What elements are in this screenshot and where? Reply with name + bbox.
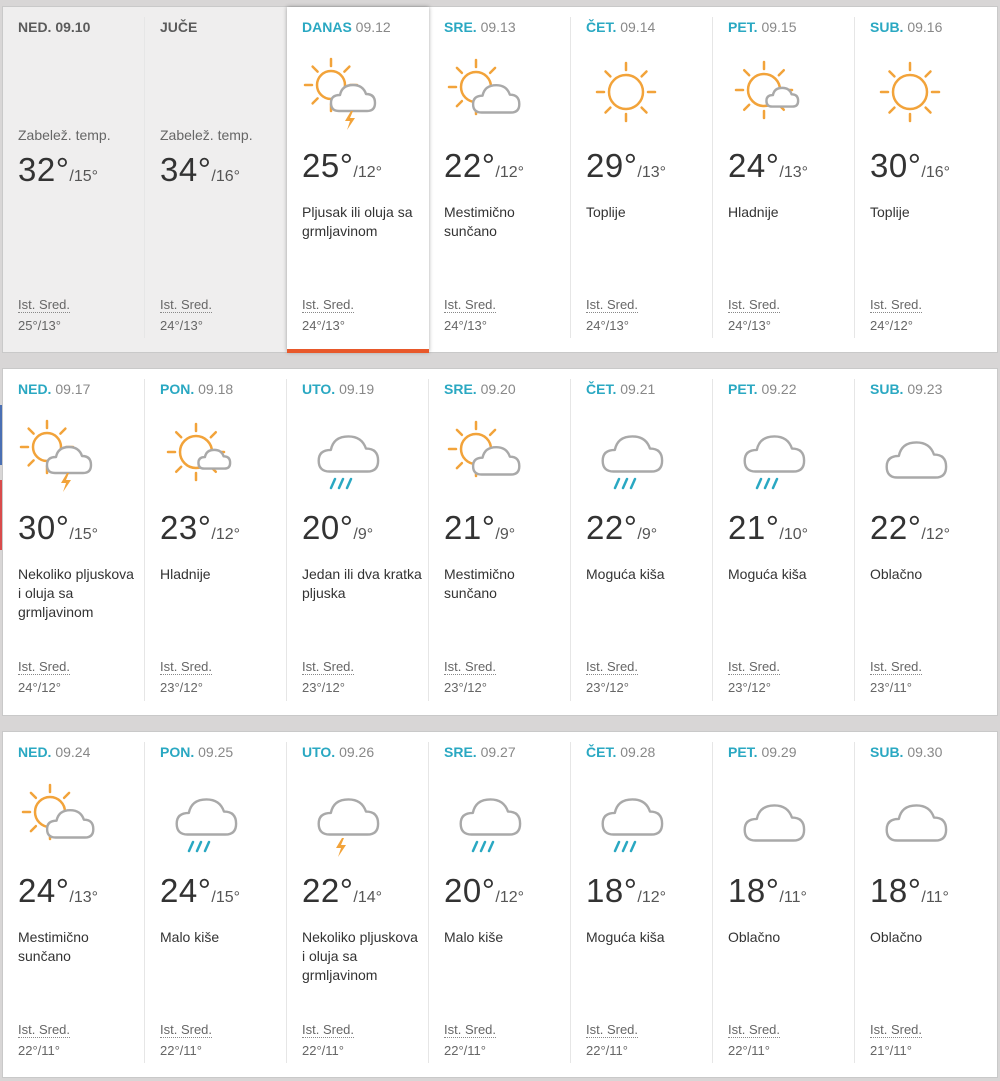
average-label[interactable]: Ist. Sred. [302,297,355,312]
average-label[interactable]: Ist. Sred. [728,659,781,674]
day-name: UTO. [302,744,336,760]
sun-cloud-lightning-icon [301,51,383,133]
day-name: ČET. [586,19,617,35]
day-name: ČET. [586,744,617,760]
average-values: 22°/11° [18,1043,60,1058]
cloud-icon [869,413,951,495]
condition-text: Nekoliko pljuskova i oluja sa grmljavinom [18,566,134,620]
sun-cloud-lightning-icon [17,413,99,495]
temperature [870,872,949,910]
temperature [160,872,240,910]
high-temp: 21° [728,509,780,546]
temperature [444,509,515,547]
low-temp: /16° [211,168,241,185]
day-name: UTO. [302,381,336,397]
average-label[interactable]: Ist. Sred. [728,297,781,312]
average-values: 24°/13° [586,318,629,333]
average-label[interactable]: Ist. Sred. [160,297,213,312]
average-values: 23°/11° [870,680,912,695]
day-header [18,381,145,398]
temperature [728,509,808,547]
day-header [586,19,713,36]
low-temp: /14° [353,889,383,906]
sun-small-cloud-icon [727,51,809,133]
historical-average [444,1019,496,1061]
condition-text: Mestimično sunčano [444,566,515,601]
day-name: ČET. [586,381,617,397]
temperature [18,872,98,910]
day-date: 09.25 [198,744,234,760]
average-values: 22°/11° [444,1043,486,1058]
day-header [586,744,713,761]
rain-cloud-icon [585,776,667,858]
day-card[interactable] [287,7,429,352]
historical-average [18,656,70,698]
day-card[interactable] [429,732,571,1077]
day-date: 09.10 [55,19,91,35]
low-temp: /12° [495,164,525,181]
historical-average [302,294,354,336]
day-name: PON. [160,381,195,397]
sun-cloud-icon [17,776,99,858]
day-name: SUB. [870,381,904,397]
day-date: 09.23 [907,381,943,397]
low-temp: /12° [211,526,241,543]
day-date: 09.17 [55,381,91,397]
recorded-temp-label: Zabelež. temp. [160,127,253,143]
low-temp: /13° [69,889,99,906]
condition-text: Moguća kiša [586,929,665,945]
average-values: 21°/11° [870,1043,912,1058]
low-temp: /12° [495,889,525,906]
cloud-icon [727,776,809,858]
low-temp: /12° [353,164,383,181]
average-label[interactable]: Ist. Sred. [870,659,923,674]
historical-average [160,294,212,336]
condition-text: Malo kiše [160,929,220,945]
day-date: 09.15 [761,19,797,35]
day-card[interactable] [3,369,145,715]
condition-text: Moguća kiša [728,566,807,582]
temperature [444,147,524,185]
high-temp: 32° [18,151,70,188]
average-label[interactable]: Ist. Sred. [444,297,497,312]
low-temp: /15° [69,526,99,543]
average-label[interactable]: Ist. Sred. [18,297,71,312]
historical-average [302,656,354,698]
day-name: DANAS [302,19,352,35]
average-values: 24°/12° [18,680,61,695]
average-label[interactable]: Ist. Sred. [728,1022,781,1037]
historical-average [586,656,638,698]
day-header [444,19,571,36]
day-card[interactable] [571,732,713,1077]
temperature [160,151,240,189]
high-temp: 21° [444,509,496,546]
average-label[interactable]: Ist. Sred. [444,659,497,674]
average-label[interactable]: Ist. Sred. [870,297,923,312]
average-values: 23°/12° [444,680,487,695]
condition-text: Oblačno [728,929,781,945]
day-date: 09.26 [339,744,375,760]
average-values: 22°/11° [728,1043,770,1058]
low-temp: /15° [69,168,99,185]
day-date: 09.28 [620,744,656,760]
day-card[interactable] [429,369,571,715]
recorded-temp-label: Zabelež. temp. [18,127,111,143]
day-name: NED. [18,19,52,35]
day-card[interactable] [571,369,713,715]
high-temp: 25° [302,147,354,184]
day-card[interactable] [287,732,429,1077]
high-temp: 24° [728,147,780,184]
day-name: PET. [728,19,758,35]
historical-average [870,1019,922,1061]
day-date: 09.22 [761,381,797,397]
historical-average [586,294,638,336]
day-header [870,744,997,761]
temperature [728,872,807,910]
day-header [870,381,997,398]
condition-text: Hladnije [160,566,211,582]
day-header [160,744,287,761]
high-temp: 29° [586,147,638,184]
historical-average [18,294,70,336]
low-temp: /13° [779,164,809,181]
day-header [444,744,571,761]
average-values: 22°/11° [160,1043,202,1058]
low-temp: /12° [637,889,667,906]
high-temp: 30° [18,509,70,546]
day-name: SUB. [870,19,904,35]
high-temp: 34° [160,151,212,188]
rain-cloud-icon [727,413,809,495]
cloud-lightning-icon [301,776,383,858]
historical-average [728,294,780,336]
week-row [2,731,998,1078]
day-card[interactable] [145,369,287,715]
condition-text: Mestimično sunčano [18,929,89,964]
average-values: 24°/13° [160,318,203,333]
average-values: 24°/13° [728,318,771,333]
day-name: SUB. [870,744,904,760]
temperature [586,509,657,547]
average-values: 25°/13° [18,318,61,333]
average-label[interactable]: Ist. Sred. [444,1022,497,1037]
average-label[interactable]: Ist. Sred. [586,297,639,312]
day-date: 09.27 [480,744,516,760]
historical-average [444,294,496,336]
low-temp: /11° [779,889,807,906]
high-temp: 22° [302,872,354,909]
average-label[interactable]: Ist. Sred. [302,659,355,674]
average-values: 24°/13° [444,318,487,333]
temperature [870,147,950,185]
historical-average [444,656,496,698]
high-temp: 24° [18,872,70,909]
day-name: PET. [728,381,758,397]
historical-average [870,656,922,698]
historical-average [728,1019,780,1061]
average-label[interactable]: Ist. Sred. [870,1022,923,1037]
temperature [444,872,524,910]
day-name: PET. [728,744,758,760]
rain-cloud-icon [585,413,667,495]
average-values: 22°/11° [302,1043,344,1058]
day-name: NED. [18,381,52,397]
day-date: 09.30 [907,744,943,760]
day-card[interactable] [855,369,997,715]
low-temp: /9° [637,526,658,543]
rain-cloud-icon [159,776,241,858]
historical-average [302,1019,354,1061]
high-temp: 18° [728,872,780,909]
average-values: 23°/12° [586,680,629,695]
condition-text: Oblačno [870,566,923,582]
average-label[interactable]: Ist. Sred. [586,659,639,674]
condition-text: Toplije [586,204,626,220]
condition-text: Pljusak ili oluja sa grmljavinom [302,204,413,239]
temperature [18,509,98,547]
historical-average [160,656,212,698]
condition-text: Hladnije [728,204,779,220]
low-temp: /13° [637,164,667,181]
low-temp: /11° [921,889,949,906]
day-header [160,381,287,398]
temperature [586,147,666,185]
low-temp: /15° [211,889,241,906]
temperature [160,509,240,547]
high-temp: 24° [160,872,212,909]
low-temp: /10° [779,526,809,543]
average-label[interactable]: Ist. Sred. [18,659,71,674]
historical-average [728,656,780,698]
sun-cloud-icon [443,413,525,495]
today-indicator-bar [287,349,429,353]
sun-small-cloud-icon [159,413,241,495]
condition-text: Mestimično sunčano [444,204,515,239]
condition-text: Nekoliko pljuskova i oluja sa grmljavinom [302,929,418,983]
high-temp: 18° [870,872,922,909]
average-values: 24°/12° [870,318,913,333]
day-date: 09.13 [480,19,516,35]
temperature [586,872,666,910]
day-header [728,381,855,398]
day-header [444,381,571,398]
average-values: 23°/12° [302,680,345,695]
historical-average [586,1019,638,1061]
rain-cloud-icon [301,413,383,495]
day-header [586,381,713,398]
sun-icon [869,51,951,133]
average-label[interactable]: Ist. Sred. [160,1022,213,1037]
day-date: 09.18 [198,381,234,397]
average-label[interactable]: Ist. Sred. [302,1022,355,1037]
temperature [302,872,382,910]
day-card[interactable] [145,732,287,1077]
historical-average [160,1019,212,1061]
temperature [302,147,382,185]
day-date: 09.21 [620,381,656,397]
high-temp: 18° [586,872,638,909]
high-temp: 30° [870,147,922,184]
day-header [728,744,855,761]
day-date: 09.19 [339,381,375,397]
high-temp: 23° [160,509,212,546]
condition-text: Toplije [870,204,910,220]
day-header [302,19,429,36]
condition-text: Oblačno [870,929,923,945]
historical-average [870,294,922,336]
sun-cloud-icon [443,51,525,133]
day-date: 09.29 [761,744,797,760]
day-card[interactable] [3,7,145,352]
week-row [2,6,998,353]
day-header [302,381,429,398]
cloud-icon [869,776,951,858]
sun-icon [585,51,667,133]
temperature [870,509,950,547]
high-temp: 22° [444,147,496,184]
day-header [870,19,997,36]
temperature [18,151,98,189]
average-label[interactable]: Ist. Sred. [160,659,213,674]
low-temp: /9° [495,526,516,543]
day-name: SRE. [444,381,477,397]
high-temp: 20° [302,509,354,546]
average-values: 24°/13° [302,318,345,333]
day-date: 09.16 [907,19,943,35]
high-temp: 20° [444,872,496,909]
high-temp: 22° [870,509,922,546]
day-name: JUČE [160,19,198,35]
average-label[interactable]: Ist. Sred. [18,1022,71,1037]
day-name: PON. [160,744,195,760]
day-header [18,19,145,36]
average-values: 23°/12° [160,680,203,695]
day-card[interactable] [713,732,855,1077]
historical-average [18,1019,70,1061]
day-card[interactable] [145,7,287,352]
condition-text: Jedan ili dva kratka pljuska [302,566,422,601]
average-values: 23°/12° [728,680,771,695]
day-header [728,19,855,36]
rain-cloud-icon [443,776,525,858]
day-card[interactable] [855,7,997,352]
day-date: 09.14 [620,19,656,35]
average-label[interactable]: Ist. Sred. [586,1022,639,1037]
week-row [2,368,998,716]
day-card[interactable] [287,369,429,715]
high-temp: 22° [586,509,638,546]
day-date: 09.20 [480,381,516,397]
day-name: SRE. [444,19,477,35]
temperature [302,509,373,547]
low-temp: /9° [353,526,374,543]
condition-text: Malo kiše [444,929,504,945]
day-header [160,19,287,36]
day-card[interactable] [713,7,855,352]
day-date: 09.24 [55,744,91,760]
low-temp: /12° [921,526,951,543]
day-name: SRE. [444,744,477,760]
day-header [302,744,429,761]
day-card[interactable] [713,369,855,715]
average-values: 22°/11° [586,1043,628,1058]
day-card[interactable] [3,732,145,1077]
temperature [728,147,808,185]
day-card[interactable] [571,7,713,352]
day-header [18,744,145,761]
day-card[interactable] [429,7,571,352]
day-name: NED. [18,744,52,760]
low-temp: /16° [921,164,951,181]
day-card[interactable] [855,732,997,1077]
condition-text: Moguća kiša [586,566,665,582]
day-date: 09.12 [355,19,391,35]
